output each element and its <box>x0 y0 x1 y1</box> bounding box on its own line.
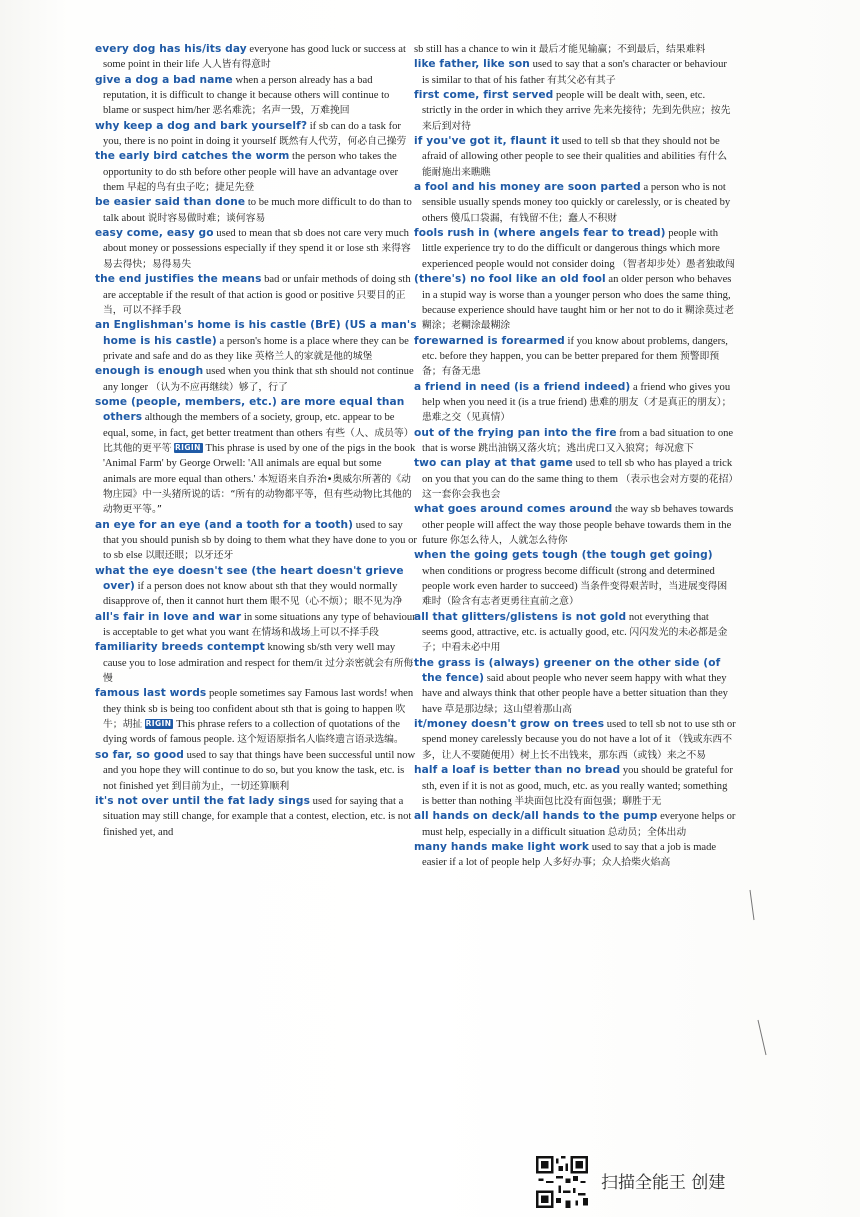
idiom-entry <box>414 42 736 57</box>
idiom-headword: easy come, easy go <box>95 227 214 240</box>
idiom-headword: an Englishman's home is his castle (BrE) (US a man's home is his castle) <box>95 319 417 347</box>
idiom-entry <box>95 395 417 518</box>
idiom-translation: 吹牛；胡扯 <box>103 703 406 731</box>
idiom-entry <box>414 334 736 380</box>
idiom-headword: give a dog a bad name <box>95 73 233 86</box>
idiom-headword: two can play at that game <box>414 457 573 470</box>
idiom-headword: it's not over until the fat lady sings <box>95 794 310 807</box>
idiom-entry <box>95 42 417 73</box>
idiom-headword: what the eye doesn't see (the heart doesn't grieve over) <box>95 564 404 593</box>
idiom-definition: people sometimes say Famous last words! when they think sb is being too confident about sth that is going to happen <box>103 688 414 715</box>
idiom-entry <box>95 149 417 195</box>
idiom-headword: so far, so good <box>95 748 184 761</box>
idiom-translation: 来得容易去得快；易得易失 <box>103 243 411 270</box>
origin-note: This phrase is used by one of the pigs in the book 'Animal Farm' by George Orwell: 'All animals are equal but some animals are more equal than others.' <box>103 442 416 485</box>
idiom-entry <box>95 119 417 150</box>
idiom-definition: you should be grateful for sth, even if it is not as good, much, etc. as you really wanted; something is better than nothing <box>422 765 733 807</box>
idiom-definition: in some situations any type of behaviour is acceptable to get what you want <box>103 611 416 639</box>
idiom-definition: if sb can do a task for you, there is no point in doing it yourself <box>103 120 401 148</box>
idiom-entry-text <box>95 686 417 747</box>
idiom-entry <box>95 318 417 364</box>
idiom-translation: 以眼还眼；以牙还牙 <box>145 550 234 562</box>
idiom-entry-text <box>95 748 417 794</box>
idiom-headword: familiarity breeds contempt <box>95 641 265 654</box>
idiom-entry-text <box>95 640 417 686</box>
idiom-entry-text <box>95 395 417 518</box>
idiom-entry <box>95 640 417 686</box>
idiom-entry-text <box>95 564 417 610</box>
idiom-entry-text <box>95 272 417 318</box>
idiom-entry-text <box>95 195 417 226</box>
idiom-entry-text <box>414 134 736 180</box>
idiom-entry-text <box>414 42 736 57</box>
idiom-entry <box>414 548 736 609</box>
idiom-entry-text <box>95 226 417 272</box>
idiom-entry <box>95 748 417 794</box>
idiom-entry-text <box>95 149 417 195</box>
idiom-headword: the early bird catches the worm <box>95 150 290 163</box>
origin-note-translation: 这个短语原指名人临终遗言语录选编。 <box>237 734 404 746</box>
idiom-translation: 人人皆有得意时 <box>202 59 271 71</box>
idiom-entry <box>95 272 417 318</box>
idiom-entry-text <box>95 42 417 73</box>
idiom-entry <box>414 57 736 88</box>
idiom-headword: like father, like son <box>414 58 530 71</box>
idiom-definition: used to mean that sb does not care very much about money or possessions especially if they spend it or lose sth <box>103 228 409 255</box>
idiom-definition: used to say that things have been successful until now and you hope they will continue to do so, but you know the task, etc. is not finished yet <box>103 749 416 792</box>
idiom-translation: 说时容易做时难；谈何容易 <box>147 212 266 224</box>
idiom-definition: if a person does not know about sth that they would normally disapprove of, then it cannot hurt them <box>103 581 398 608</box>
idiom-entry-text <box>95 364 417 395</box>
idiom-translation: 英格兰人的家就是他的城堡 <box>254 350 373 362</box>
idiom-definition: people with little experience try to do the difficult or dangerous things which more experienced people would not consider doing <box>422 228 720 270</box>
idiom-translation: 总动员；全体出动 <box>607 826 687 838</box>
idiom-translation: 先来先接待；先到先供应；按先来后到对待 <box>422 105 731 132</box>
idiom-definition: used to tell sb that they should not be afraid of allowing other people to see their qualities and abilities <box>422 136 720 163</box>
idiom-entry-text <box>95 794 417 840</box>
idiom-definition: used to say that a son's character or behaviour is similar to that of his father <box>422 59 727 86</box>
idiom-headword: every dog has his/its day <box>95 43 247 55</box>
idiom-entry-text <box>414 226 736 272</box>
idiom-definition: said about people who never seem happy with what they have and always think that other people have a better situation than they have <box>422 673 728 715</box>
idiom-translation: 眼不见（心不烦）；眼不见为净 <box>270 596 403 608</box>
idiom-headword: all's fair in love and war <box>95 610 242 623</box>
idiom-entry <box>414 456 736 502</box>
idiom-translation: 最后才能见输赢；不到最后，结果难料 <box>538 44 706 55</box>
idiom-headword: enough is enough <box>95 365 204 378</box>
idiom-headword: forewarned is forearmed <box>414 334 565 347</box>
idiom-headword: all that glitters/glistens is not gold <box>414 610 627 623</box>
idiom-headword: when the going gets tough (the tough get going) <box>414 549 713 562</box>
idiom-headword: if you've got it, flaunt it <box>414 135 560 148</box>
right-column <box>414 42 736 871</box>
idiom-entry-text <box>414 809 736 840</box>
origin-note: This phrase refers to a collection of quotations of the dying words of famous people. <box>103 719 400 746</box>
idiom-definition: used for saying that a situation may still change, for example that a contest, election, etc. is not finished yet, and <box>103 795 412 838</box>
idiom-translation: 早起的鸟有虫子吃；捷足先登 <box>126 182 255 194</box>
idiom-translation: 人多好办事；众人拾柴火焰高 <box>542 857 671 869</box>
idiom-definition: used when you think that sth should not continue any longer <box>103 366 414 393</box>
idiom-translation: 有些（人、成员等）比其他的更平等 <box>103 427 414 454</box>
idiom-headword: all hands on deck/all hands to the pump <box>414 810 658 823</box>
idiom-entry <box>95 364 417 395</box>
idiom-translation: 半块面包比没有面包强；聊胜于无 <box>514 795 662 807</box>
origin-note-translation: 本短语来自乔治•奥威尔所著的《动物庄园》中一头猪所说的话：“所有的动物都平等，但有些动物比其他的动物更平等。” <box>103 473 412 516</box>
idiom-headword: a friend in need (is a friend indeed) <box>414 380 631 393</box>
idiom-entry <box>95 610 417 641</box>
left-column <box>95 42 417 840</box>
idiom-entry-text <box>95 610 417 641</box>
idiom-entry <box>95 195 417 226</box>
idiom-entry-text <box>95 518 417 564</box>
idiom-definition: people will be dealt with, seen, etc. strictly in the order in which they arrive <box>422 90 706 117</box>
idiom-entry-text <box>95 318 417 364</box>
idiom-entry-text <box>414 57 736 88</box>
idiom-translation: 预警即预备；有备无患 <box>422 350 720 378</box>
idiom-entry <box>414 226 736 272</box>
idiom-definition: used to say that you should punish sb by doing to them what they have done to you or to sb else <box>103 519 417 562</box>
idiom-headword: famous last words <box>95 687 207 700</box>
idiom-translation: 闪闪发光的未必都是金子；中看未必中用 <box>422 627 728 654</box>
idiom-translation: 既然有人代劳，何必自己操劳 <box>278 136 407 148</box>
idiom-entry-text <box>414 334 736 380</box>
idiom-headword: (there's) no fool like an old fool <box>414 273 606 286</box>
idiom-entry <box>414 717 736 763</box>
idiom-headword: fools rush in (where angels fear to tread) <box>414 227 666 240</box>
idiom-entry-text <box>95 119 417 150</box>
idiom-definition: used to tell sb who has played a trick on you that you can do the same thing to them <box>422 458 733 485</box>
idiom-entry <box>414 656 736 717</box>
idiom-definition: not everything that seems good, attractive, etc. is actually good, etc. <box>422 611 709 639</box>
idiom-headword: out of the frying pan into the fire <box>414 426 617 439</box>
idiom-translation: 过分亲密就会有所侮慢 <box>103 657 414 685</box>
idiom-entry <box>414 380 736 426</box>
idiom-entry-text <box>414 180 736 226</box>
idiom-headword: be easier said than done <box>95 196 246 209</box>
idiom-entry <box>95 794 417 840</box>
idiom-entry-text <box>414 656 736 717</box>
idiom-headword: first come, first served <box>414 89 554 102</box>
idiom-headword: a fool and his money are soon parted <box>414 181 641 194</box>
idiom-headword: the grass is (always) greener on the other side (of the fence) <box>414 656 721 685</box>
idiom-translation: 傻瓜口袋漏，有钱留不住；蠢人不积财 <box>450 212 618 224</box>
idiom-definition: when a person already has a bad reputation, it is difficult to change it because others will continue to blame or suspect him/her <box>103 74 390 117</box>
idiom-entry <box>414 134 736 180</box>
idiom-headword: an eye for an eye (and a tooth for a tooth) <box>95 518 354 531</box>
idiom-entry <box>95 226 417 272</box>
idiom-translation: （表示也会对方耍的花招）这一套你会我也会 <box>422 473 734 500</box>
idiom-translation: 你怎么待人，人就怎么待你 <box>449 535 568 546</box>
idiom-translation: 到目前为止，一切还算顺利 <box>171 780 290 792</box>
idiom-entry-text <box>414 380 736 426</box>
idiom-headword: why keep a dog and bark yourself? <box>95 119 308 132</box>
origin-badge: ORIGIN <box>168 442 201 452</box>
idiom-translation: （钱或东西不多，让人不要随便用）树上长不出钱来，那东西（或钱）来之不易 <box>422 734 733 761</box>
idiom-entry-text <box>414 88 736 134</box>
idiom-definition: the way sb behaves towards other people will affect the way those people behave towards them in the future <box>422 504 734 546</box>
idiom-translation: 恶名难洗；名声一毁，万难挽回 <box>212 105 350 117</box>
idiom-entry-text <box>414 272 736 333</box>
idiom-entry-text <box>414 426 736 457</box>
idiom-entry <box>414 272 736 333</box>
idiom-entry <box>414 610 736 656</box>
idiom-entry-text <box>95 73 417 119</box>
idiom-entry-text <box>414 456 736 502</box>
idiom-entry-text <box>414 763 736 809</box>
idiom-entry-text <box>414 840 736 871</box>
idiom-definition: bad or unfair methods of doing sth are acceptable if the result of that action is good or positive <box>103 274 411 301</box>
idiom-definition: a person's home is a place where they can be private and safe and do as they like <box>103 335 409 362</box>
scanner-watermark-text: 扫描全能王 创建 <box>601 1173 726 1193</box>
idiom-translation: （智者却步处）愚者独敢闯 <box>617 258 735 270</box>
idiom-definition: everyone helps or must help, especially in a difficult situation <box>422 811 736 838</box>
idiom-headword: what goes around comes around <box>414 503 613 516</box>
idiom-translation: 有其父必有其子 <box>547 74 616 86</box>
idiom-definition: knowing sb/sth very well may cause you to lose admiration and respect for them/it <box>103 642 396 669</box>
idiom-definition: to be much more difficult to do than to talk about <box>103 197 412 224</box>
idiom-translation: 当条件变得艰苦时，当进展变得困难时（险含有志者更勇往直前之意） <box>422 581 728 608</box>
idiom-headword: half a loaf is better than no bread <box>414 764 621 777</box>
idiom-entry <box>414 809 736 840</box>
idiom-translation: 跳出油锅又落火坑；逃出虎口又入狼窝；每况愈下 <box>478 442 694 454</box>
idiom-definition: used to say that a job is made easier if a lot of people help <box>422 841 717 869</box>
idiom-translation: 只要目的正当，可以不择手段 <box>103 289 406 316</box>
idiom-definition: everyone has good luck or success at some point in their life <box>103 44 406 71</box>
idiom-translation: （认为不应再继续）够了，行了 <box>150 381 288 393</box>
idiom-entry-text <box>414 717 736 763</box>
idiom-definition: if you know about problems, dangers, etc. before they happen, you can be better prepared for them <box>422 335 728 362</box>
idiom-definition: when conditions or progress become difficult (strong and determined people work even harder to succeed) <box>422 565 715 593</box>
idiom-definition: used to tell sb not to use sth or spend money carelessly because you do not have a lot of it <box>422 719 736 746</box>
idiom-headword: the end justifies the means <box>95 273 262 286</box>
idiom-entry <box>414 502 736 548</box>
idiom-entry-text <box>414 548 736 609</box>
idiom-entry <box>95 686 417 747</box>
idiom-translation: 在情场和战场上可以不择手段 <box>251 627 379 639</box>
idiom-definition: from a bad situation to one that is worse <box>422 427 734 454</box>
pen-mark-decoration <box>740 880 780 1080</box>
idiom-definition: an older person who behaves in a stupid way is worse than a younger person who does the same thing, because experience should have taught him or her not to do it <box>422 274 732 316</box>
idiom-entry-text <box>414 610 736 656</box>
idiom-entry <box>414 840 736 871</box>
idiom-entry <box>95 73 417 119</box>
idiom-entry <box>414 180 736 226</box>
idiom-entry <box>95 518 417 564</box>
idiom-entry-text <box>414 502 736 548</box>
idiom-translation: 糊涂莫过老糊涂；老糊涂最糊涂 <box>422 304 734 332</box>
origin-badge: ORIGIN <box>138 719 172 729</box>
idiom-headword: some (people, members, etc.) are more equal than others <box>95 395 405 424</box>
idiom-entry <box>414 763 736 809</box>
idiom-definition: the person who takes the opportunity to do sth before other people will have an advantage over them <box>103 151 399 194</box>
idiom-definition: sb still has a chance to win it <box>414 44 537 55</box>
idiom-definition: a person who is not sensible usually spends money too quickly or carelessly, or is cheated by others <box>422 182 731 224</box>
idiom-definition: although the members of a society, group, etc. appear to be equal, some, in fact, get better treatment than others <box>103 412 395 439</box>
idiom-definition: a friend who gives you help when you need it (is a true friend) <box>422 381 731 408</box>
idiom-entry <box>95 564 417 610</box>
idiom-headword: many hands make light work <box>414 840 590 853</box>
idiom-translation: 草是那边绿；这山望着那山高 <box>444 703 573 715</box>
scanner-watermark <box>536 1148 776 1208</box>
idiom-translation: 患难的朋友（才是真正的朋友）；患难之交（见真情） <box>422 396 732 424</box>
qr-code-icon <box>536 1156 588 1208</box>
idiom-headword: it/money doesn't grow on trees <box>414 718 605 731</box>
idiom-translation: 有什么能耐施出来瞧瞧 <box>422 151 728 178</box>
idiom-entry <box>414 88 736 134</box>
idiom-entry <box>414 426 736 457</box>
